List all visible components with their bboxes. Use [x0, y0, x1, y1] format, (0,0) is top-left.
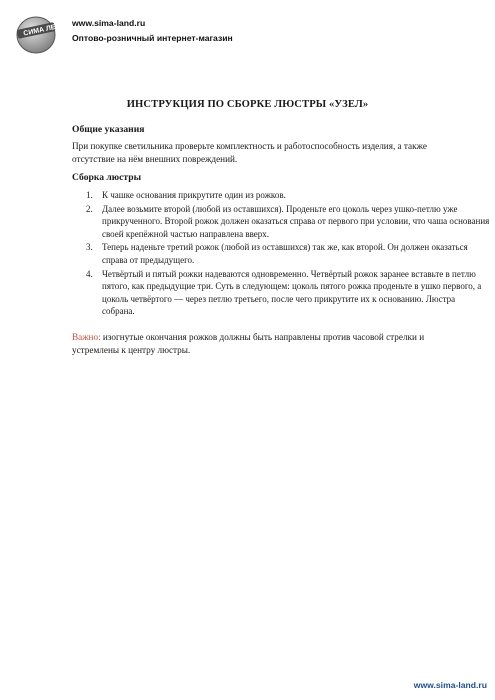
step-text: Теперь наденьте третий рожок (любой из оставшихся) так же, как второй. Он должен оказаться справа от предыдущего. [102, 242, 468, 265]
logo-text: СИМА ЛЕНД [22, 21, 66, 38]
step-text: Далее возьмите второй (любой из оставшихся). Проденьте его цоколь через ушко-петлю уже прикрученного. Второй рожок должен оказаться справа от первого при условии, что чаша основания своей крепёжной частью направлена вверх. [102, 203, 490, 239]
important-label: Важно: [72, 332, 101, 342]
step-text: К чашке основания прикрутите один из рожков. [102, 190, 286, 200]
general-heading: Общие указания [72, 124, 145, 135]
document-title: ИНСТРУКЦИЯ ПО СБОРКЕ ЛЮСТРЫ «УЗЕЛ» [126, 99, 369, 110]
site-tagline: Оптово-розничный интернет-магазин [72, 33, 233, 43]
step-text: Четвёртый и пятый рожки надеваются одновременно. Четвёртый рожок заранее вставьте в петлю пятого, как предыдущие три. Суть в следующем: цоколь пятого рожка проденьте в ушко первого, а цоколь четвёртого — через петлю третьего, после чего прикрутите их к основанию. Люстра собрана. [102, 268, 482, 317]
site-url[interactable]: www.sima-land.ru [72, 18, 146, 28]
assembly-heading: Сборка люстры [72, 172, 142, 183]
footer-url[interactable]: www.sima-land.ru [413, 680, 487, 690]
general-text: При покупке светильника проверьте комплектность и работоспособность изделия, а также отсутствие на нём внешних повреждений. [72, 141, 427, 164]
page-header [14, 14, 233, 54]
step-number: 4. [86, 268, 93, 279]
step-number: 1. [86, 190, 93, 200]
step-number: 3. [86, 242, 93, 253]
step-number: 2. [86, 203, 93, 214]
list-item [86, 241, 490, 266]
sima-land-logo-icon [14, 14, 66, 54]
assembly-steps [72, 189, 490, 318]
important-text: изогнутые окончания рожков должны быть направлены против часовой стрелки и устремлены к центру люстры. [72, 332, 425, 355]
list-item [86, 268, 490, 318]
important-note [72, 331, 464, 357]
list-item [86, 203, 490, 241]
list-item [86, 189, 490, 202]
